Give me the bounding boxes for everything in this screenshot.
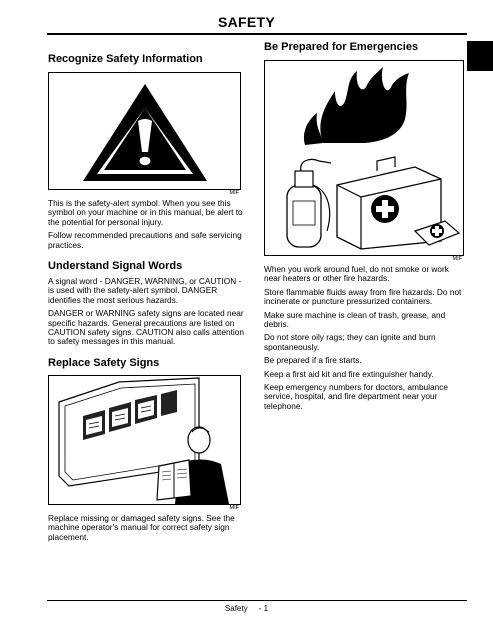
recognize-para-2: Follow recommended precautions and safe servicing practices.: [48, 230, 242, 250]
signal-para-2: DANGER or WARNING safety signs are located near specific hazards. General precautions are listed on CAUTION safety signs. CAUTION also calls attention to safety messages in this manual.: [48, 308, 244, 347]
fire-and-first-aid-illustration: [265, 61, 463, 255]
page-footer: [0, 604, 493, 613]
page-title: SAFETY: [217, 14, 276, 30]
section-tab-marker: [467, 41, 493, 71]
signal-words-heading: Understand Signal Words: [48, 260, 183, 273]
emergencies-para-1: When you work around fuel, do not smoke or work near heaters or other fire hazards.: [264, 264, 449, 284]
emergencies-figure: [264, 60, 464, 256]
footer-divider: [47, 600, 467, 601]
emergencies-para-4: Do not store oily rags; they can ignite and burn spontaneously.: [264, 332, 436, 352]
emergencies-para-3: Make sure machine is clean of trash, grease, and debris.: [264, 309, 446, 330]
page-number: - 1: [258, 604, 269, 613]
figure-code: MIF: [229, 190, 239, 196]
emergencies-para-5: Be prepared if a fire starts.: [264, 355, 362, 366]
footer-label: Safety: [224, 604, 248, 613]
replace-para-1: Replace missing or damaged safety signs. See the machine operator's manual for correct safety sign placement.: [48, 512, 235, 542]
recognize-para-1: This is the safety-alert symbol. When you see this symbol on your machine or in this manual, be alert to the potential for personal injury.: [48, 198, 243, 227]
replace-signs-heading: Replace Safety Signs: [48, 356, 160, 369]
recognize-heading: Recognize Safety Information: [48, 53, 203, 65]
title-divider: [47, 33, 467, 35]
emergencies-para-7: Keep emergency numbers for doctors, ambulance service, hospital, and fire department near your telephone.: [264, 382, 449, 411]
safety-alert-figure: [48, 72, 241, 190]
right-column: [264, 40, 464, 411]
figure-code: MIF: [452, 256, 462, 262]
left-column: [48, 40, 248, 542]
replace-signs-figure: [48, 375, 241, 505]
emergencies-para-2: Store flammable fluids away from fire hazards. Do not incinerate or puncture pressurized containers.: [264, 286, 462, 307]
safety-alert-icon: [49, 73, 240, 189]
emergencies-para-6: Keep a first aid kit and fire extinguisher handy.: [264, 368, 434, 379]
safety-sign-illustration: [49, 376, 240, 504]
signal-para-1: A signal word - DANGER, WARNING, or CAUTION - is used with the safety-alert symbol. DANGER identifies the most serious hazards.: [48, 276, 242, 305]
figure-code: MIF: [229, 504, 239, 511]
emergencies-heading: Be Prepared for Emergencies: [264, 41, 419, 53]
